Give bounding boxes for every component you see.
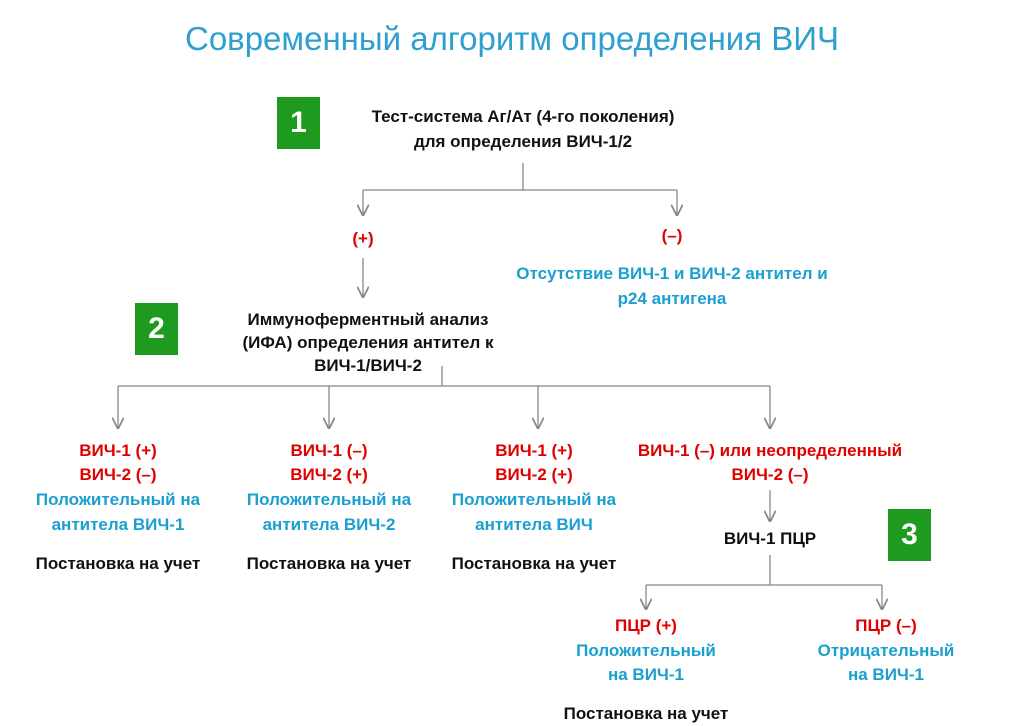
outcome-2-hiv2: ВИЧ-2 (+) [290, 465, 368, 484]
pcr-negative-desc-line2: на ВИЧ-1 [847, 665, 924, 684]
outcome-4-hiv1: ВИЧ-1 (–) или неопределенный [637, 441, 903, 460]
outcome-1-desc-line2: антитела ВИЧ-1 [51, 515, 185, 534]
step-1-badge: 1 [277, 97, 320, 149]
step-1-text-line1: Тест-система Аг/Ат (4-го поколения) [371, 107, 675, 126]
pcr-positive-registration: Постановка на учет [563, 704, 729, 723]
outcome-3-hiv2: ВИЧ-2 (+) [495, 465, 573, 484]
outcome-3-registration: Постановка на учет [451, 554, 617, 573]
negative-note-line2: р24 антигена [617, 289, 727, 308]
page-title: Современный алгоритм определения ВИЧ [184, 20, 839, 57]
negative-result: (–) [661, 226, 683, 245]
step-1-text-line2: для определения ВИЧ-1/2 [413, 132, 633, 151]
step-2-text-line2: (ИФА) определения антител к [242, 333, 494, 352]
outcome-2-hiv1: ВИЧ-1 (–) [290, 441, 368, 460]
outcome-2-desc-line2: антитела ВИЧ-2 [262, 515, 396, 534]
step-3-badge: 3 [888, 509, 931, 561]
pcr-negative-desc-line1: Отрицательный [817, 641, 955, 660]
outcome-3-desc-line1: Положительный на [451, 490, 617, 509]
outcome-1-hiv1: ВИЧ-1 (+) [79, 441, 157, 460]
step-2-text-line3: ВИЧ-1/ВИЧ-2 [314, 356, 422, 375]
outcome-2-desc-line1: Положительный на [246, 490, 412, 509]
pcr-test-label: ВИЧ-1 ПЦР [723, 529, 817, 548]
outcome-1-hiv2: ВИЧ-2 (–) [79, 465, 157, 484]
outcome-2-registration: Постановка на учет [246, 554, 412, 573]
step-2-text-line1: Иммуноферментный анализ [247, 310, 489, 329]
positive-result: (+) [352, 229, 374, 248]
pcr-negative-result: ПЦР (–) [855, 616, 917, 635]
outcome-1-desc-line1: Положительный на [35, 490, 201, 509]
pcr-positive-desc-line2: на ВИЧ-1 [607, 665, 684, 684]
outcome-1-registration: Постановка на учет [35, 554, 201, 573]
pcr-positive-desc-line1: Положительный [576, 641, 716, 660]
outcome-3-desc-line2: антитела ВИЧ [475, 515, 593, 534]
step-2-badge: 2 [135, 303, 178, 355]
outcome-4-hiv2: ВИЧ-2 (–) [731, 465, 809, 484]
pcr-positive-result: ПЦР (+) [615, 616, 677, 635]
negative-note-line1: Отсутствие ВИЧ-1 и ВИЧ-2 антител и [516, 264, 828, 283]
outcome-3-hiv1: ВИЧ-1 (+) [495, 441, 573, 460]
